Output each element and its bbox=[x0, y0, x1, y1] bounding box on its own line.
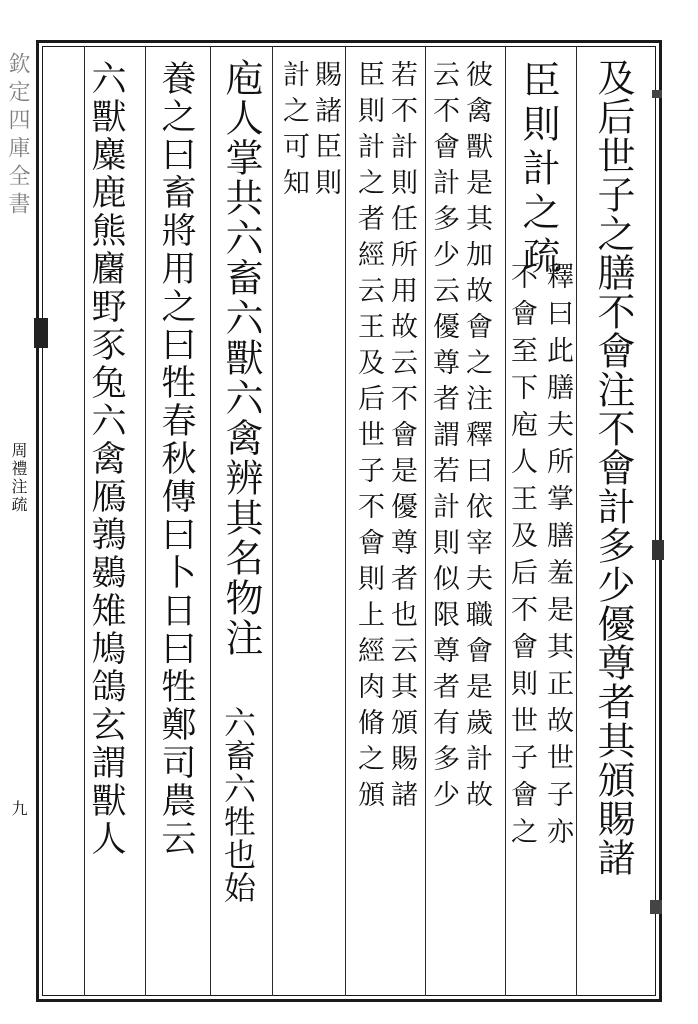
book-title: 周禮注疏 bbox=[9, 442, 28, 514]
column-rule bbox=[576, 46, 577, 996]
text-column-10-note: 六畜六牲也始 bbox=[219, 706, 257, 904]
column-rule bbox=[210, 46, 211, 996]
scan-mark bbox=[650, 900, 662, 914]
spine-faint-text: 欽定四庫全書 bbox=[5, 52, 30, 220]
text-column-4: 彼禽獸是其加故會之注釋曰依宰夫職會是歲計故 bbox=[461, 60, 492, 816]
text-column-12: 六獸麋鹿熊麕野豕兔六禽鴈鶉鷃雉鳩鴿玄謂獸人 bbox=[86, 60, 126, 858]
text-column-6: 若不計則任所用故云不會是優尊者也云其頒賜諸 bbox=[386, 60, 417, 816]
text-column-10-main: 庖人掌共六畜六獸六禽辨其名物注 bbox=[219, 58, 263, 658]
text-column-2-main: 臣則計之疏 bbox=[516, 60, 560, 280]
column-rule bbox=[272, 46, 273, 996]
scan-mark bbox=[652, 540, 664, 560]
text-column-7: 臣則計之者經云王及后世子不會則上經肉脩之頒 bbox=[353, 60, 384, 816]
column-rule bbox=[345, 46, 346, 996]
scan-mark bbox=[652, 90, 662, 98]
column-rule bbox=[145, 46, 146, 996]
column-rule bbox=[84, 46, 85, 996]
ink-smudge bbox=[34, 318, 48, 348]
text-column-9: 計之可知 bbox=[278, 60, 309, 204]
column-rule bbox=[425, 46, 426, 996]
page-number: 九 bbox=[9, 800, 28, 816]
text-column-2-note: 釋曰此膳夫所掌膳羞是其正故世子亦 bbox=[542, 262, 573, 854]
text-column-1: 及后世子之膳不會注不會計多少優尊者其頒賜諸 bbox=[591, 58, 635, 877]
text-column-8: 賜諸臣則 bbox=[310, 60, 341, 204]
text-column-3: 不會至下庖人王及后不會則世子會之 bbox=[506, 262, 537, 854]
text-column-5: 云不會計多少云優尊者謂若計則似限尊者有多少 bbox=[428, 60, 459, 816]
text-column-11: 養之曰畜將用之曰牲春秋傳曰卜日曰牲鄭司農云 bbox=[156, 60, 196, 858]
